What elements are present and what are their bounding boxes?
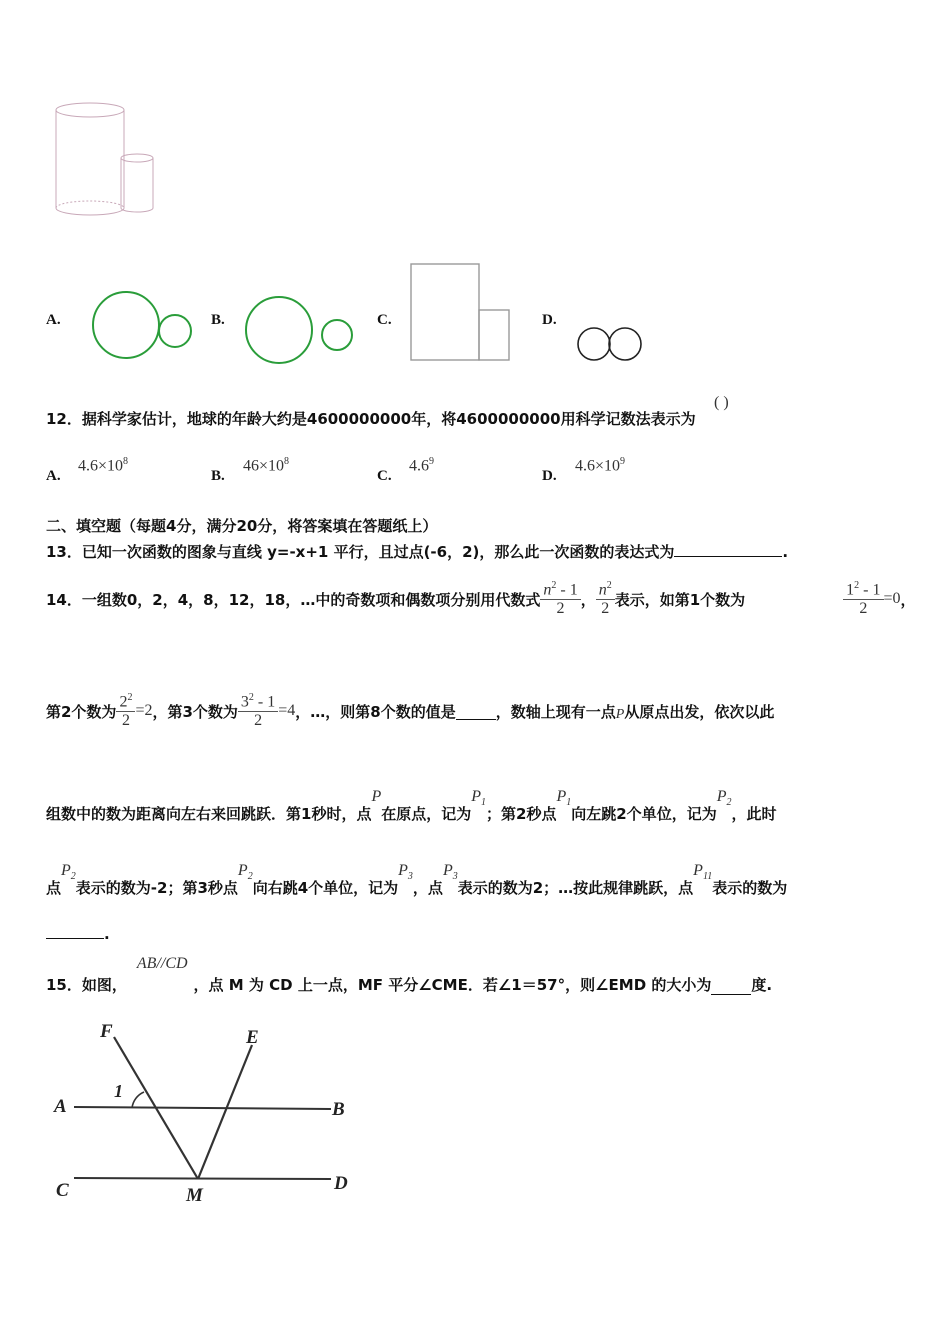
p2-symbol: $P_2$ bbox=[237, 862, 253, 883]
p2-symbol: $P_2$ bbox=[716, 788, 732, 809]
p1-symbol: $P_1$ bbox=[471, 788, 487, 809]
q13-text: 13．已知一次函数的图象与直线 y=-x+1 平行，且过点(-6，2)，那么此一次函数的表达式为 . bbox=[46, 543, 789, 561]
label-angle-1: 1 bbox=[114, 1081, 123, 1101]
label-a: A bbox=[54, 1096, 67, 1117]
label-m: M bbox=[186, 1185, 203, 1206]
p1-symbol: $P_1$ bbox=[556, 788, 572, 809]
q12-option-d-value: $4.6\times 10^9$ bbox=[575, 456, 626, 475]
section-heading: 二、填空题（每题4分，满分20分，将答案填在答题纸上） bbox=[46, 517, 438, 535]
label-d: D bbox=[334, 1173, 348, 1194]
option-d-label: D. bbox=[542, 312, 557, 328]
q15-text: 15．如图， AB//CD ，点 M 为 CD 上一点，MF 平分∠CME．若∠1＝57°，则∠EMD 的大小为 度. bbox=[46, 955, 773, 994]
p3-symbol: $P_3$ bbox=[442, 862, 458, 883]
frac-odd: $\frac{n^2 - 1}{2}$ bbox=[540, 580, 580, 618]
p2-symbol: $P_2$ bbox=[61, 862, 76, 883]
q14-line3: 组数中的数为距离向左右来回跳跃．第1秒时，点 P 在原点，记为 $P_1$ ；第2秒点 $P_1$ 向左跳2个单位，记为 $P_2$ ，此时 bbox=[46, 788, 777, 823]
angle-1-arc bbox=[132, 1092, 144, 1108]
option-d-figure bbox=[575, 325, 645, 363]
q12-option-b-value: $46\times 10^8$ bbox=[243, 456, 290, 475]
frac-second: $\frac{2^2}{2}$ bbox=[116, 692, 135, 730]
label-b: B bbox=[332, 1099, 345, 1120]
frac-first: $\frac{1^2 - 1}{2}$ bbox=[843, 580, 883, 618]
p11-symbol: $P_{11}$ bbox=[693, 862, 713, 883]
cylinders-figure bbox=[50, 100, 160, 220]
q12-option-c-value: $4.6^9$ bbox=[409, 456, 434, 475]
label-c: C bbox=[56, 1180, 69, 1201]
option-c-label: C. bbox=[377, 312, 392, 328]
parallel-lines-figure bbox=[48, 1015, 358, 1210]
q12-option-d-label: D. bbox=[542, 468, 557, 484]
frac-third: $\frac{3^2 - 1}{2}$ bbox=[238, 692, 278, 730]
option-b-label: B. bbox=[211, 312, 225, 328]
q12-option-a-value: $4.6\times 10^8$ bbox=[78, 456, 129, 475]
option-a-figure bbox=[90, 290, 195, 362]
q12-text: 12．据科学家估计，地球的年龄大约是4600000000年，将4600000000用科学记数法表示为 bbox=[46, 410, 696, 428]
option-b-figure bbox=[242, 295, 357, 367]
ray-me bbox=[198, 1045, 252, 1179]
p3-symbol: $P_3$ bbox=[398, 862, 413, 883]
q14-line1: 14．一组数0，2，4，8，12，18，…中的奇数项和偶数项分别用代数式 $\frac{n^2 - 1}{2}$ ， $\frac{n^2}{2}$ 表示，如第1个数为 $\frac{1^2 - 1}{2}$ =0 ， bbox=[46, 579, 916, 618]
label-e: E bbox=[246, 1027, 259, 1048]
q14-line2: 第2个数为 $\frac{2^2}{2}$ =2 ，第3个数为 $\frac{3^2 - 1}{2}$ =4 ，…，则第8个数的值是 ，数轴上现有一点 P 从原点出发，依次以此 bbox=[46, 691, 775, 730]
q14-line5: . bbox=[46, 925, 110, 943]
line-cd bbox=[74, 1178, 331, 1179]
q12-option-a-label: A. bbox=[46, 468, 61, 484]
line-ab bbox=[74, 1107, 331, 1109]
option-c-figure bbox=[407, 262, 512, 362]
q14-line4: 点 $P_2$ 表示的数为-2；第3秒点 $P_2$ 向右跳4个单位，记为 $P_3$ ，点 $P_3$ 表示的数为2；…按此规律跳跃，点 $P_{11}$ 表示的数为 bbox=[46, 862, 788, 897]
option-a-label: A. bbox=[46, 312, 61, 328]
q12-option-b-label: B. bbox=[211, 468, 225, 484]
q12-option-c-label: C. bbox=[377, 468, 392, 484]
label-f: F bbox=[100, 1021, 113, 1042]
frac-even: $\frac{n^2}{2}$ bbox=[596, 580, 615, 618]
q12-paren: ( ) bbox=[714, 394, 729, 411]
